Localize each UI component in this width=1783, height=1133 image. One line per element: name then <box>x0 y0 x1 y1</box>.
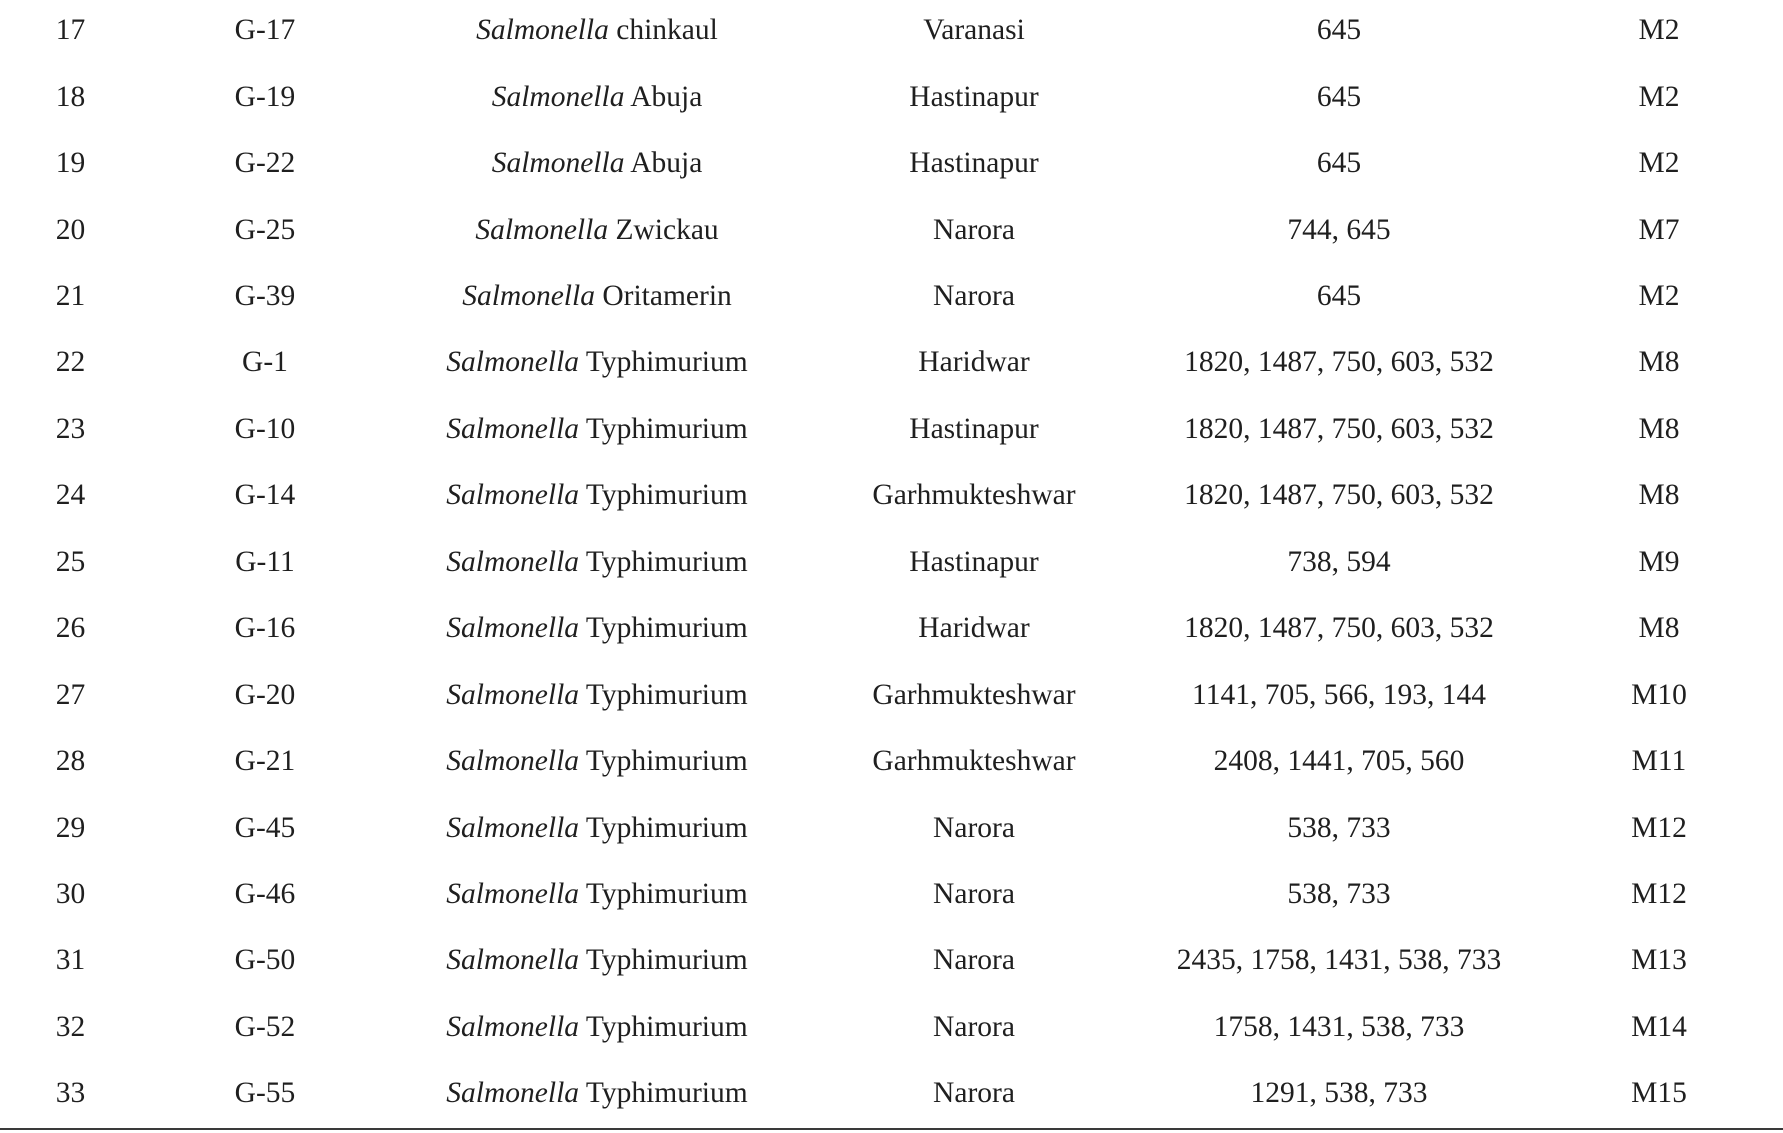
genus-name: Salmonella <box>476 14 609 47</box>
sampling-location: Narora <box>933 944 1015 977</box>
table-row <box>0 729 1783 795</box>
table-row <box>0 928 1783 994</box>
serovar-name: Typhimurium <box>585 877 748 910</box>
band-sizes: 1141, 705, 566, 193, 144 <box>1192 678 1486 711</box>
profile-code: M8 <box>1638 612 1680 645</box>
serovar-name: Typhimurium <box>585 678 748 711</box>
band-sizes: 1820, 1487, 750, 603, 532 <box>1184 346 1494 379</box>
row-number: 19 <box>55 147 86 180</box>
isolate-code: G-21 <box>234 745 296 778</box>
table-row <box>0 397 1783 463</box>
profile-code: M15 <box>1631 1077 1687 1110</box>
sampling-location: Narora <box>933 811 1015 844</box>
row-number: 28 <box>55 745 86 778</box>
isolate-code: G-19 <box>234 80 296 113</box>
sampling-location: Hastinapur <box>909 147 1039 180</box>
organism-name <box>389 131 805 197</box>
isolate-code: G-17 <box>234 14 296 47</box>
serovar-name: Zwickau <box>615 213 719 246</box>
row-number: 24 <box>55 479 86 512</box>
profile-code: M7 <box>1638 213 1680 246</box>
serovar-name: Typhimurium <box>585 412 748 445</box>
genus-name: Salmonella <box>446 944 580 977</box>
profile-code: M11 <box>1631 745 1687 778</box>
organism-name <box>389 1061 805 1127</box>
row-number: 22 <box>55 346 86 379</box>
table-row <box>0 0 1783 64</box>
band-sizes: 538, 733 <box>1287 811 1391 844</box>
profile-code: M2 <box>1638 80 1680 113</box>
profile-code: M12 <box>1631 811 1687 844</box>
row-number: 21 <box>55 280 86 312</box>
isolate-code: G-11 <box>235 545 295 578</box>
isolate-code: G-10 <box>234 412 296 445</box>
serovar-name: Typhimurium <box>585 745 748 778</box>
band-sizes: 538, 733 <box>1287 877 1391 910</box>
serovar-name: Typhimurium <box>585 944 748 977</box>
organism-name <box>389 463 805 529</box>
isolate-code: G-14 <box>234 479 296 512</box>
row-number: 23 <box>55 412 86 445</box>
row-number: 17 <box>55 14 86 47</box>
serovar-name: chinkaul <box>616 14 718 47</box>
sampling-location: Narora <box>933 1010 1015 1043</box>
isolate-code: G-25 <box>234 213 296 246</box>
profile-code: M14 <box>1631 1010 1687 1043</box>
genus-name: Salmonella <box>462 280 595 312</box>
band-sizes: 2435, 1758, 1431, 538, 733 <box>1176 944 1502 977</box>
genus-name: Salmonella <box>475 213 609 246</box>
organism-name <box>389 729 805 795</box>
serovar-name: Abuja <box>630 80 703 113</box>
genus-name: Salmonella <box>446 678 580 711</box>
table-row <box>0 131 1783 197</box>
genus-name: Salmonella <box>446 811 580 844</box>
sampling-location: Narora <box>933 280 1015 312</box>
genus-name: Salmonella <box>446 1010 580 1043</box>
serovar-name: Typhimurium <box>585 346 748 379</box>
genus-name: Salmonella <box>446 612 580 645</box>
isolate-code: G-20 <box>234 678 296 711</box>
isolate-code: G-39 <box>234 280 296 312</box>
row-number: 32 <box>55 1010 86 1043</box>
table-row <box>0 264 1783 330</box>
organism-name <box>389 862 805 928</box>
profile-code: M8 <box>1638 479 1680 512</box>
isolate-code: G-16 <box>234 612 296 645</box>
genus-name: Salmonella <box>491 147 625 180</box>
genus-name: Salmonella <box>446 877 580 910</box>
table-row <box>0 596 1783 662</box>
sampling-location: Garhmukteshwar <box>872 745 1076 778</box>
band-sizes: 1820, 1487, 750, 603, 532 <box>1184 479 1494 512</box>
organism-name <box>389 330 805 396</box>
profile-code: M8 <box>1638 346 1680 379</box>
sampling-location: Hastinapur <box>909 545 1039 578</box>
sampling-location: Varanasi <box>923 14 1025 47</box>
profile-code: M2 <box>1638 14 1680 47</box>
profile-code: M13 <box>1631 944 1687 977</box>
genus-name: Salmonella <box>446 1077 580 1110</box>
profile-code: M10 <box>1631 678 1687 711</box>
genus-name: Salmonella <box>446 545 580 578</box>
row-number: 27 <box>55 678 86 711</box>
organism-name <box>389 0 805 64</box>
row-number: 33 <box>55 1077 86 1110</box>
genus-name: Salmonella <box>491 80 625 113</box>
band-sizes: 645 <box>1316 14 1362 47</box>
band-sizes: 1758, 1431, 538, 733 <box>1213 1010 1465 1043</box>
organism-name <box>389 397 805 463</box>
genus-name: Salmonella <box>446 412 580 445</box>
sampling-location: Narora <box>933 1077 1015 1110</box>
isolate-code: G-1 <box>242 346 288 379</box>
organism-name <box>389 197 805 263</box>
table-row <box>0 530 1783 596</box>
organism-name <box>389 264 805 330</box>
table-row <box>0 995 1783 1061</box>
table-row <box>0 862 1783 928</box>
profile-code: M8 <box>1638 412 1680 445</box>
row-number: 18 <box>55 80 86 113</box>
table-row <box>0 197 1783 263</box>
table-row <box>0 662 1783 728</box>
serovar-name: Abuja <box>630 147 703 180</box>
isolate-code: G-50 <box>234 944 296 977</box>
serovar-name: Oritamerin <box>602 280 732 312</box>
row-number: 30 <box>55 877 86 910</box>
organism-name <box>389 995 805 1061</box>
serovar-name: Typhimurium <box>585 545 748 578</box>
band-sizes: 738, 594 <box>1287 545 1391 578</box>
row-number: 25 <box>55 545 86 578</box>
organism-name <box>389 662 805 728</box>
profile-code: M12 <box>1631 877 1687 910</box>
sampling-location: Narora <box>933 877 1015 910</box>
serovar-name: Typhimurium <box>585 1010 748 1043</box>
genus-name: Salmonella <box>446 346 580 379</box>
row-number: 26 <box>55 612 86 645</box>
isolate-code: G-46 <box>234 877 296 910</box>
isolate-code: G-55 <box>234 1077 296 1110</box>
genus-name: Salmonella <box>446 479 580 512</box>
table-row <box>0 64 1783 130</box>
isolate-code: G-45 <box>234 811 296 844</box>
row-number: 31 <box>55 944 86 977</box>
profile-code: M9 <box>1638 545 1680 578</box>
table-bottom-rule <box>0 1128 1783 1130</box>
sampling-location: Haridwar <box>918 346 1030 379</box>
profile-code: M2 <box>1638 280 1680 312</box>
table-row <box>0 463 1783 529</box>
table-row <box>0 1061 1783 1127</box>
row-number: 29 <box>55 811 86 844</box>
sampling-location: Haridwar <box>918 612 1030 645</box>
serovar-name: Typhimurium <box>585 811 748 844</box>
band-sizes: 2408, 1441, 705, 560 <box>1213 745 1465 778</box>
profile-code: M2 <box>1638 147 1680 180</box>
isolate-code: G-52 <box>234 1010 296 1043</box>
sampling-location: Hastinapur <box>909 412 1039 445</box>
sampling-location: Hastinapur <box>909 80 1039 113</box>
band-sizes: 1291, 538, 733 <box>1250 1077 1428 1110</box>
organism-name <box>389 64 805 130</box>
organism-name <box>389 795 805 861</box>
serovar-name: Typhimurium <box>585 479 748 512</box>
band-sizes: 645 <box>1316 80 1362 113</box>
band-sizes: 1820, 1487, 750, 603, 532 <box>1184 412 1494 445</box>
organism-name <box>389 530 805 596</box>
band-sizes: 645 <box>1316 280 1362 312</box>
serovar-name: Typhimurium <box>585 612 748 645</box>
serovar-name: Typhimurium <box>585 1077 748 1110</box>
sampling-location: Narora <box>933 213 1015 246</box>
organism-name <box>389 928 805 994</box>
isolate-code: G-22 <box>234 147 296 180</box>
table-row <box>0 795 1783 861</box>
sampling-location: Garhmukteshwar <box>872 479 1076 512</box>
table-row <box>0 330 1783 396</box>
genus-name: Salmonella <box>446 745 580 778</box>
row-number: 20 <box>55 213 86 246</box>
band-sizes: 744, 645 <box>1287 213 1391 246</box>
organism-name <box>389 596 805 662</box>
band-sizes: 645 <box>1316 147 1362 180</box>
sampling-location: Garhmukteshwar <box>872 678 1076 711</box>
band-sizes: 1820, 1487, 750, 603, 532 <box>1184 612 1494 645</box>
